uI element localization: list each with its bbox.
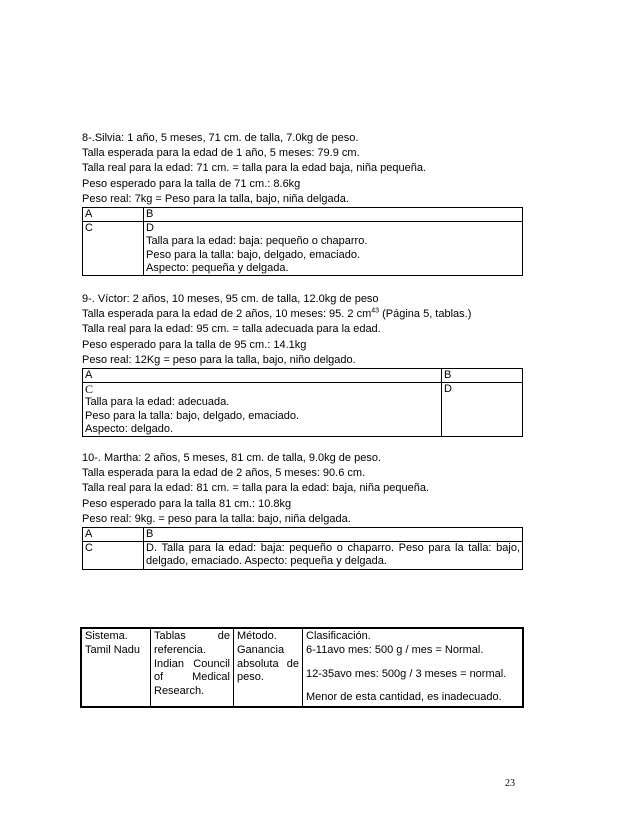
page-number: 23 bbox=[505, 778, 515, 789]
s9-c-line-2: Peso para la talla: bajo, delgado, emaciado. bbox=[85, 409, 300, 422]
s9-line-4: Peso esperado para la talla de 95 cm.: 14.1kg bbox=[82, 338, 307, 351]
s9-cell-c bbox=[83, 383, 442, 437]
s9-line-1: 9-. Víctor: 2 años, 10 meses, 95 cm. de talla, 12.0kg de peso bbox=[82, 293, 379, 305]
s8-d-line-3: Aspecto: pequeña y delgada. bbox=[146, 261, 289, 274]
system-table bbox=[80, 627, 524, 708]
s9-cell-b: B bbox=[442, 369, 523, 383]
section-10 bbox=[82, 451, 523, 570]
clasificacion-line-2: 12-35avo mes: 500g / 3 meses = normal. bbox=[306, 667, 507, 680]
sistema-title: Sistema. bbox=[85, 630, 128, 642]
s9-cell-a: A bbox=[83, 369, 442, 383]
s8-line-1: 8-.Silvia: 1 año, 5 meses, 71 cm. de talla, 7.0kg de peso. bbox=[82, 132, 359, 144]
s10-line-2: Talla esperada para la edad de 2 años, 5 meses: 90.6 cm. bbox=[82, 467, 366, 480]
s9-line-2-text: Talla esperada para la edad de 2 años, 10 meses: 95. 2 cm bbox=[82, 308, 372, 321]
clasificacion-line-3: Menor de esta cantidad, es inadecuado. bbox=[306, 691, 502, 704]
s8-d-label: D bbox=[146, 222, 154, 235]
s8-line-4: Peso esperado para la talla de 71 cm.: 8.6kg bbox=[82, 177, 301, 190]
section-8 bbox=[82, 131, 523, 276]
s10-cell-d: D. Talla para la edad: baja: pequeño o chaparro. Peso para la talla: bajo, delgado, emaciado. Aspecto: pequeña y delgada. bbox=[144, 542, 523, 569]
s10-cell-b: B bbox=[144, 528, 523, 542]
s8-d-line-1: Talla para la edad: baja: pequeño o chaparro. bbox=[146, 235, 368, 248]
clasificacion-line-1: 6-11avo mes: 500 g / mes = Normal. bbox=[306, 643, 484, 656]
s9-c-label: C bbox=[85, 382, 94, 397]
tablas-cell: Tablas de referencia. Indian Council of Medical Research. bbox=[151, 628, 234, 707]
s8-cell-d bbox=[144, 222, 523, 276]
s9-line-2 bbox=[82, 307, 523, 322]
s8-grid bbox=[82, 207, 523, 276]
section-9 bbox=[82, 292, 523, 437]
s9-line-5: Peso real: 12Kg = peso para la talla, bajo, niño delgado. bbox=[82, 353, 356, 366]
s10-line-5: Peso real: 9kg. = peso para la talla: bajo, niña delgada. bbox=[82, 512, 351, 525]
s8-cell-c: C bbox=[83, 222, 144, 276]
s10-cell-a: A bbox=[83, 528, 144, 542]
clasificacion-gap bbox=[306, 658, 519, 668]
clasificacion-title: Clasificación. bbox=[306, 630, 371, 642]
clasificacion-cell bbox=[303, 628, 524, 707]
s9-cell-d: D bbox=[442, 383, 523, 437]
s8-d-line-2: Peso para la talla: bajo, delgado, emaciado. bbox=[146, 248, 361, 261]
s9-line-2-tail: (Página 5, tablas.) bbox=[379, 308, 472, 321]
s9-line-3: Talla real para la edad: 95 cm. = talla adecuada para la edad. bbox=[82, 323, 381, 336]
s9-grid bbox=[82, 368, 523, 437]
s8-line-3: Talla real para la edad: 71 cm. = talla para la edad baja, niña pequeña. bbox=[82, 162, 426, 175]
clasificacion-gap-2 bbox=[306, 681, 519, 691]
s8-line-5: Peso real: 7kg = Peso para la talla, bajo, niña delgada. bbox=[82, 192, 349, 205]
s10-line-3: Talla real para la edad: 81 cm. = talla para la edad: baja, niña pequeña. bbox=[82, 482, 430, 495]
sistema-name: Tamil Nadu bbox=[85, 643, 141, 656]
s10-grid bbox=[82, 527, 523, 570]
s8-line-2: Talla esperada para la edad de 1 año, 5 meses: 79.9 cm. bbox=[82, 147, 360, 160]
s9-c-line-1: Talla para la edad: adecuada. bbox=[85, 396, 230, 409]
footnote-ref: 43 bbox=[371, 307, 380, 315]
s10-line-4: Peso esperado para la talla 81 cm.: 10.8kg bbox=[82, 497, 292, 510]
s8-cell-b: B bbox=[144, 208, 523, 222]
s10-line-1: 10-. Martha: 2 años, 5 meses, 81 cm. de talla, 9.0kg de peso. bbox=[82, 452, 381, 464]
s8-cell-a: A bbox=[83, 208, 144, 222]
metodo-cell: Método. Ganancia absoluta de peso. bbox=[234, 628, 303, 707]
sistema-cell bbox=[81, 628, 151, 707]
s9-c-line-3: Aspecto: delgado. bbox=[85, 422, 174, 435]
s10-cell-c: C bbox=[83, 542, 144, 569]
